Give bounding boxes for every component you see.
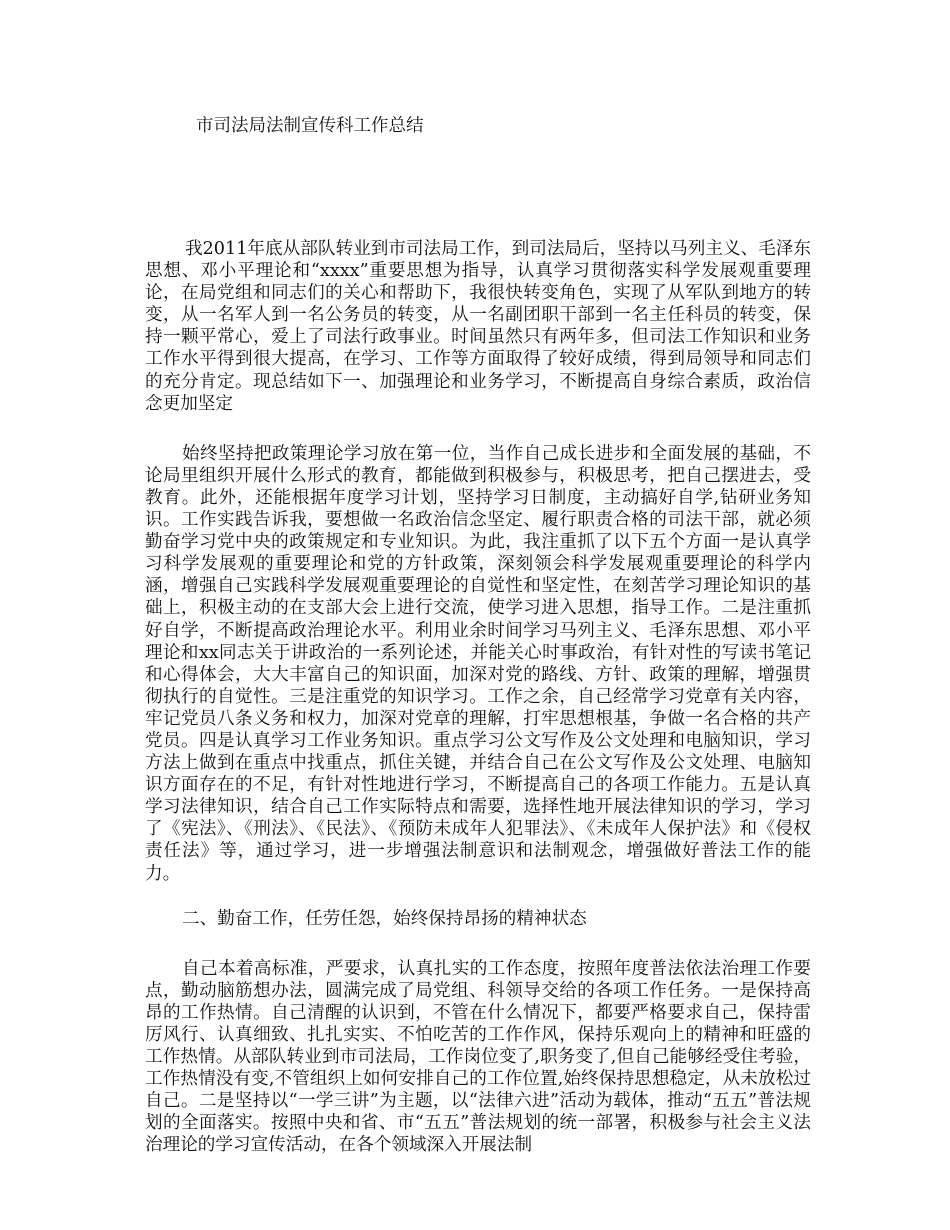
paragraph-intro: 我2011年底从部队转业到市司法局工作，到司法局后，坚持以马列主义、毛泽东思想、邓小平理论和“xxxx”重要思想为指导，认真学习贯彻落实科学发展观重要理论，在局党组和同志们的关心和帮助下，我很快转变角色，实现了从军队到地方的转变，从一名军人到一名公务员的转变，从一名副团职干部到一名主任科员的转变，保持一颗平常心，爱上了司法行政事业。时间虽然只有两年多，但司法工作知识和业务工作水平得到很大提高，在学习、工作等方面取得了较好成绩，得到局领导和同志们的充分肯定。现总结如下一、加强理论和业务学习，不断提高自身综合素质，政治信念更加坚定	[145, 239, 811, 414]
paragraph-study: 始终坚持把政策理论学习放在第一位，当作自己成长进步和全面发展的基础，不论局里组织开展什么形式的教育，都能做到积极参与，积极思考，把自己摆进去，受教育。此外，还能根据年度学习计划，坚持学习日制度，主动搞好自学,钻研业务知识。工作实践告诉我，要想做一名政治信念坚定、履行职责合格的司法干部，就必须勤奋学习党中央的政策规定和专业知识。为此，我注重抓了以下五个方面一是认真学习科学发展观的重要理论和党的方针政策，深刻领会科学发展观重要理论的科学内涵，增强自己实践科学发展观重要理论的自觉性和坚定性，在刻苦学习理论知识的基础上，积极主动的在支部大会上进行交流，使学习进入思想，指导工作。二是注重抓好自学，不断提高政治理论水平。利用业余时间学习马列主义、毛泽东思想、邓小平理论和xx同志关于讲政治的一系列论述，并能关心时事政治，有针对性的写读书笔记和心得体会，大大丰富自己的知识面，加深对党的路线、方针、政策的理解，增强贯彻执行的自觉性。三是注重党的知识学习。工作之余，自己经常学习党章有关内容，牢记党员八条义务和权力，加深对党章的理解，打牢思想根基，争做一名合格的共产党员。四是认真学习工作业务知识。重点学习公文写作及公文处理和电脑知识，学习方法上做到在重点中找重点，抓住关键，并结合自己在公文写作及公文处理、电脑知识方面存在的不足，有针对性地进行学习，不断提高自己的各项工作能力。五是认真学习法律知识，结合自己工作实际特点和需要，选择性地开展法律知识的学习，学习了《宪法》、《刑法》、《民法》、《预防未成年人犯罪法》、《未成年人保护法》和《侵权责任法》等，通过学习，进一步增强法制意识和法制观念，增强做好普法工作的能力。	[145, 443, 811, 884]
document-title: 市司法局法制宣传科工作总结	[196, 116, 424, 136]
section-heading-work: 二、勤奋工作，任劳任怨，始终保持昂扬的精神状态	[182, 908, 587, 929]
document-body	[145, 238, 811, 1157]
paragraph-work: 自己本着高标准，严要求，认真扎实的工作态度，按照年度普法依法治理工作要点，勤动脑筋想办法，圆满完成了局党组、科领导交给的各项工作任务。一是保持高昂的工作热情。自己清醒的认识到，不管在什么情况下，都要严格要求自己，保持雷厉风行、认真细致、扎扎实实、不怕吃苦的工作作风，保持乐观向上的精神和旺盛的工作热情。从部队转业到市司法局，工作岗位变了,职务变了,但自己能够经受住考验，工作热情没有变,不管组织上如何安排自己的工作位置,始终保持思想稳定，从未放松过自己。二是坚持以“一学三讲”为主题，以“法律六进”活动为载体，推动“五五”普法规划的全面落实。按照中央和省、市“五五”普法规划的统一部署，积极参与社会主义法治理论的学习宣传活动，在各个领域深入开展法制	[145, 958, 811, 1156]
